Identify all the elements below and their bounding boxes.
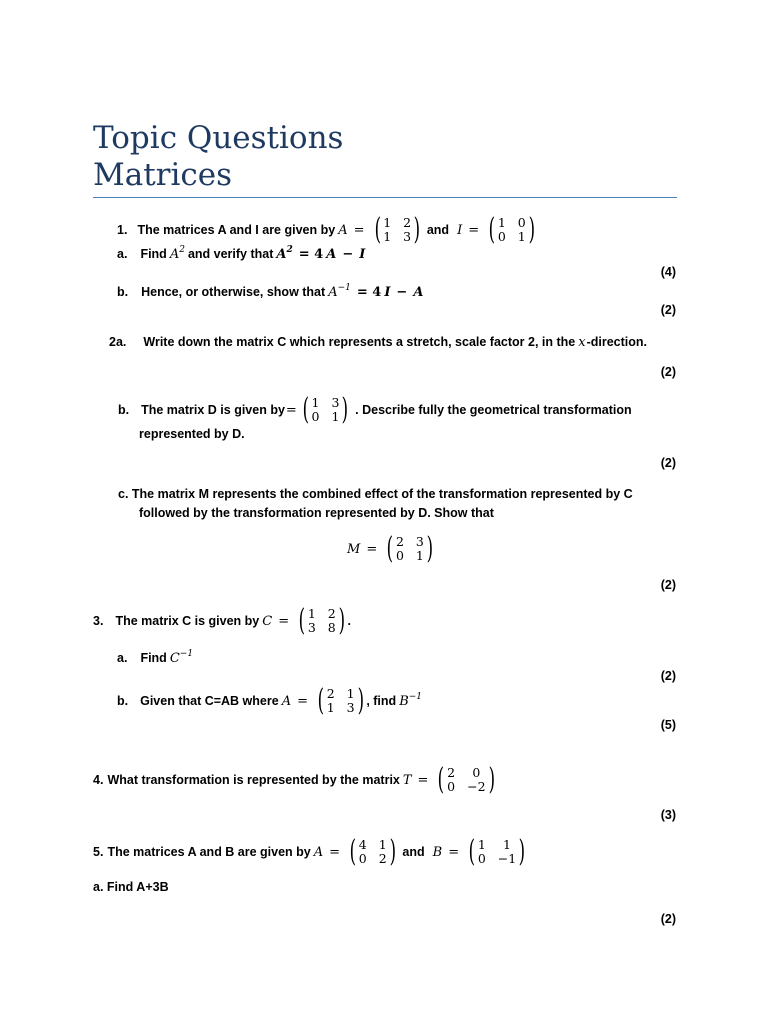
- marks: (4): [660, 265, 676, 279]
- matrix-cell: −1: [497, 851, 517, 866]
- matrix-cell: 3: [346, 700, 355, 715]
- question-number: 5.: [93, 845, 104, 859]
- math-var: $B^{-1}$: [399, 691, 423, 709]
- matrix-cell: 3: [307, 620, 316, 635]
- math-var: A: [313, 844, 324, 860]
- marks: (2): [660, 456, 676, 470]
- math-var: $A^2$: [169, 244, 185, 262]
- part-text: The matrix D is given by: [141, 403, 285, 417]
- math-eq: =: [353, 222, 365, 238]
- part-text: c. The matrix M represents the combined effect of the transformation represented by C: [118, 487, 633, 501]
- math-var: I: [359, 246, 366, 262]
- matrix-cell: 1: [503, 837, 511, 852]
- part-text: Find: [140, 247, 167, 261]
- part-text: represented by D.: [139, 427, 245, 441]
- marks: (2): [660, 578, 676, 592]
- part-label: b.: [118, 403, 130, 417]
- part-text: . Describe fully the geometrical transformation: [355, 403, 632, 417]
- matrix-t: ( 2 0 0 −2 ): [438, 762, 495, 797]
- matrix-cell: 1: [477, 837, 486, 852]
- matrix-cell: −2: [467, 779, 486, 794]
- math-eq: =: [417, 772, 429, 788]
- matrix-cell: 0: [395, 548, 404, 563]
- matrix-a: ( 2 1 1 3 ): [317, 683, 364, 718]
- math-op: −: [342, 246, 354, 262]
- matrix-cell: 3: [403, 229, 412, 244]
- math-var: A: [413, 284, 424, 300]
- question-text: The matrices A and I are given by: [137, 223, 336, 237]
- matrix-cell: 1: [378, 837, 387, 852]
- matrix-m: ( 2 3 0 1 ): [386, 531, 433, 566]
- and-text: and: [426, 223, 450, 237]
- matrix-cell: 1: [383, 229, 392, 244]
- punctuation: .: [347, 614, 351, 628]
- question-5: [93, 834, 532, 869]
- math-var: T: [402, 772, 412, 788]
- and-text: and: [402, 845, 425, 859]
- part-text: Find: [140, 651, 167, 665]
- math-var: $C^{-1}$: [169, 648, 194, 666]
- matrix-cell: 3: [415, 534, 424, 549]
- question-number: 3.: [93, 614, 104, 628]
- math-eq: =: [278, 613, 290, 629]
- question-text: The matrices A and B are given by: [107, 845, 311, 859]
- matrix-cell: 3: [331, 395, 340, 410]
- question-1b: [117, 277, 426, 307]
- math-eq: =: [468, 222, 480, 238]
- matrix-cell: 8: [327, 620, 336, 635]
- question-3: [93, 603, 351, 638]
- matrix-cell: 1: [307, 606, 316, 621]
- part-label: 2a.: [109, 335, 127, 349]
- math-op: = 4: [298, 246, 324, 262]
- question-2a: [109, 327, 647, 357]
- question-number: 1.: [117, 223, 128, 237]
- part-text: Given that C=AB where: [140, 694, 279, 708]
- math-var: B: [432, 844, 443, 860]
- matrix-a: ( 4 1 0 2 ): [349, 834, 396, 869]
- matrix-a: ( 1 2 1 3 ): [374, 212, 421, 247]
- question-4: [93, 762, 501, 797]
- question-3b: [117, 683, 425, 718]
- matrix-cell: 2: [447, 765, 456, 780]
- question-text: What transformation is represented by the matrix: [107, 773, 400, 787]
- math-eq: =: [297, 693, 308, 709]
- matrix-cell: 0: [472, 765, 481, 780]
- part-text: and verify that: [187, 247, 274, 261]
- matrix-cell: 2: [326, 686, 335, 701]
- matrix-i: ( 1 0 0 1 ): [488, 212, 535, 247]
- matrix-cell: 2: [378, 851, 387, 866]
- question-1a: [117, 239, 368, 269]
- marks: (5): [660, 718, 676, 732]
- matrix-cell: 0: [497, 229, 506, 244]
- math-var: I: [384, 284, 391, 300]
- math-var: $A^{-1}$: [328, 282, 351, 300]
- math-var: $A^2$: [276, 244, 293, 262]
- part-text: a. Find A+3B: [93, 880, 169, 894]
- question-2c-equation: [344, 531, 440, 566]
- math-var: I: [457, 222, 463, 238]
- matrix-cell: 2: [395, 534, 404, 549]
- marks: (3): [660, 808, 676, 822]
- math-var: x: [578, 334, 586, 350]
- math-op: −: [396, 284, 408, 300]
- question-number: 4.: [93, 773, 104, 787]
- part-text: Write down the matrix C which represents a stretch, scale factor 2, in the: [143, 335, 576, 349]
- matrix-d: ( 1 3 0 1 ): [302, 392, 349, 427]
- marks: (2): [660, 365, 676, 379]
- part-label: a.: [117, 247, 128, 261]
- matrix-cell: 1: [346, 686, 355, 701]
- math-eq: =: [448, 844, 460, 860]
- page-title-line2: Matrices: [93, 157, 233, 193]
- page-title-line1: Topic Questions: [93, 120, 344, 156]
- matrix-cell: 1: [326, 700, 335, 715]
- question-2c-cont: [139, 498, 494, 528]
- part-label: b.: [117, 694, 129, 708]
- matrix-cell: 0: [358, 851, 367, 866]
- math-var: C: [262, 613, 273, 629]
- part-label: b.: [117, 285, 129, 299]
- matrix-cell: 4: [358, 837, 367, 852]
- math-eq: =: [329, 844, 341, 860]
- part-text: Hence, or otherwise, show that: [141, 285, 326, 299]
- part-text: -direction.: [586, 335, 647, 349]
- matrix-c: ( 1 2 3 8 ): [298, 603, 345, 638]
- matrix-cell: 1: [311, 395, 320, 410]
- question-5a: [93, 872, 169, 902]
- matrix-cell: 1: [331, 409, 340, 424]
- math-var: A: [326, 246, 337, 262]
- part-text: followed by the transformation represented by D. Show that: [139, 506, 494, 520]
- matrix-cell: 0: [517, 215, 526, 230]
- matrix-cell: 2: [327, 606, 336, 621]
- question-2b-cont: [139, 419, 245, 449]
- matrix-cell: 2: [403, 215, 412, 230]
- matrix-cell: 1: [383, 215, 392, 230]
- marks: (2): [660, 912, 676, 926]
- marks: (2): [660, 669, 676, 683]
- math-var: M: [347, 541, 361, 557]
- matrix-cell: 1: [517, 229, 526, 244]
- marks: (2): [660, 303, 676, 317]
- title-divider: [93, 197, 677, 198]
- question-3a: [117, 643, 196, 673]
- math-var: A: [338, 222, 348, 238]
- math-op: = 4: [356, 284, 382, 300]
- matrix-b: ( 1 1 0 −1 ): [468, 834, 526, 869]
- matrix-cell: 0: [477, 851, 486, 866]
- matrix-cell: 0: [447, 779, 456, 794]
- math-eq: =: [285, 402, 297, 418]
- part-text: , find: [366, 694, 397, 708]
- math-var: A: [281, 693, 292, 709]
- matrix-cell: 0: [311, 409, 320, 424]
- math-eq: =: [366, 541, 378, 557]
- question-text: The matrix C is given by: [115, 614, 260, 628]
- matrix-cell: 1: [415, 548, 424, 563]
- matrix-cell: 1: [497, 215, 506, 230]
- part-label: a.: [117, 651, 128, 665]
